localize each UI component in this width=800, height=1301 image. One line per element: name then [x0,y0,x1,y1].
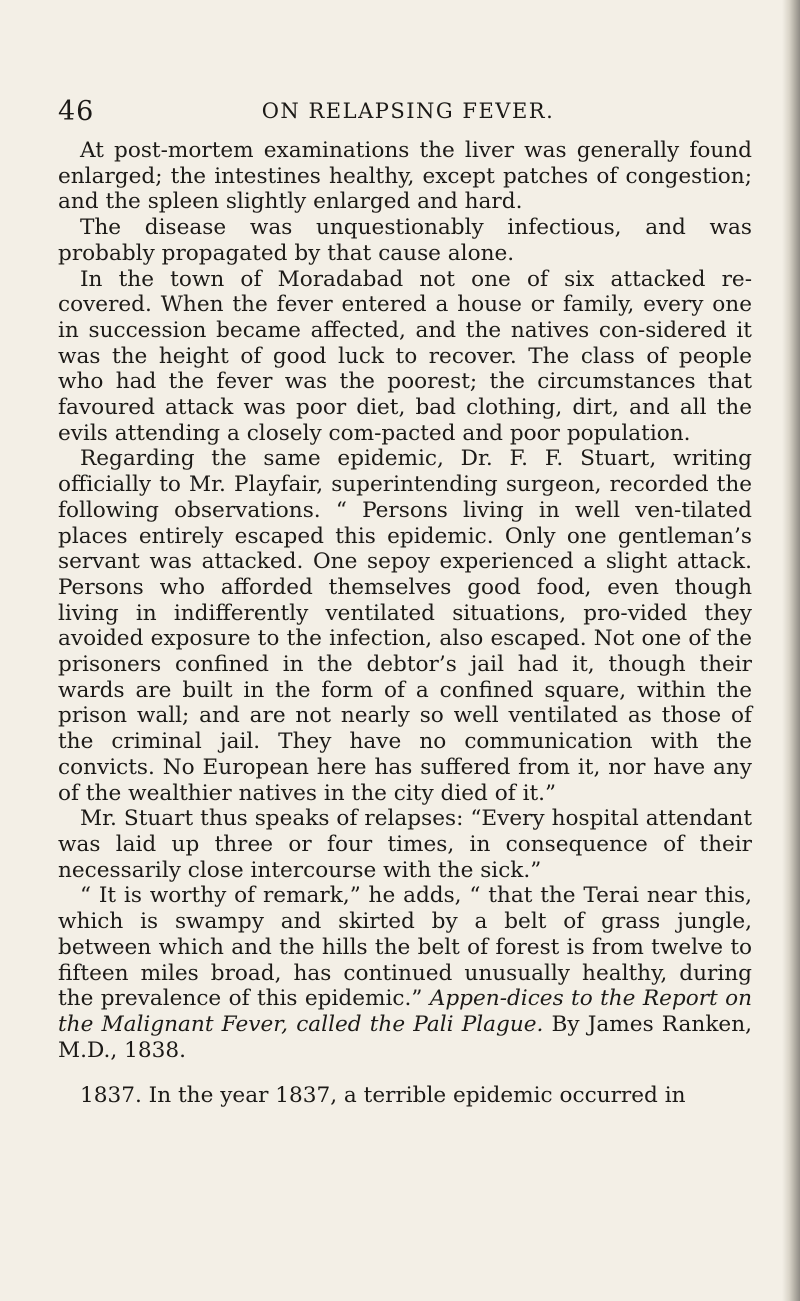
page-header [58,96,758,130]
paragraph-post-mortem: At post-mortem examinations the liver was generally found enlarged; the intestines healthy, except patches of congestion; and the spleen slightly enlarged and hard. [58,138,752,215]
citation-author: By James Ranken, M.D., 1838. [58,1011,752,1063]
running-title: ON RELAPSING FEVER. [261,99,555,123]
paragraph-stuart-observations: Regarding the same epidemic, Dr. F. F. Stuart, writing officially to Mr. Playfair, superintending surgeon, recorded the following observations. “ Persons living in well ven-tilated places entirely escaped this epidemic. Only one gentleman’s servant was attacked. One sepoy experienced a slight attack. Persons who afforded themselves good food, even though living in indifferently ventilated situations, pro-vided they avoided exposure to the infection, also escaped. Not one of the prisoners confined in the debtor’s jail had it, though their wards are built in the form of a confined square, within the prison wall; and are not nearly so well ventilated as those of the criminal jail. They have no communication with the convicts. No European here has suffered from it, nor have any of the wealthier natives in the city died of it.” [58,446,752,806]
page-edge-shadow [782,0,800,1301]
citation-title: Appen-dices to the Report on the Malignant Fever, called the Pali Plague. [58,986,752,1037]
terai-quote: “ It is worthy of remark,” he adds, “ that the Terai near this, which is swampy and skirted by a belt of grass jungle, between which and the hills the belt of forest is from twelve to fifteen miles broad, has continued unusually healthy, during the prevalence of this epidemic.” [58,883,752,1012]
page-number: 46 [58,96,95,127]
paragraph-relapses: Mr. Stuart thus speaks of relapses: “Every hospital attendant was laid up three or four times, in consequence of their necessarily close intercourse with the sick.” [58,806,752,883]
paragraph-terai [58,883,752,1063]
paragraph-moradabad: In the town of Moradabad not one of six attacked re-covered. When the fever entered a house or family, every one in succession became affected, and the natives con-sidered it was the height of good luck to recover. The class of people who had the fever was the poorest; the circumstances that favoured attack was poor diet, bad clothing, dirt, and all the evils attending a closely com-pacted and poor population. [58,266,752,446]
paragraph-infectious: The disease was unquestionably infectious, and was probably propagated by that cause alone. [58,215,752,266]
paragraph-1837: 1837. In the year 1837, a terrible epidemic occurred in [80,1083,686,1109]
body-text [58,138,752,1109]
